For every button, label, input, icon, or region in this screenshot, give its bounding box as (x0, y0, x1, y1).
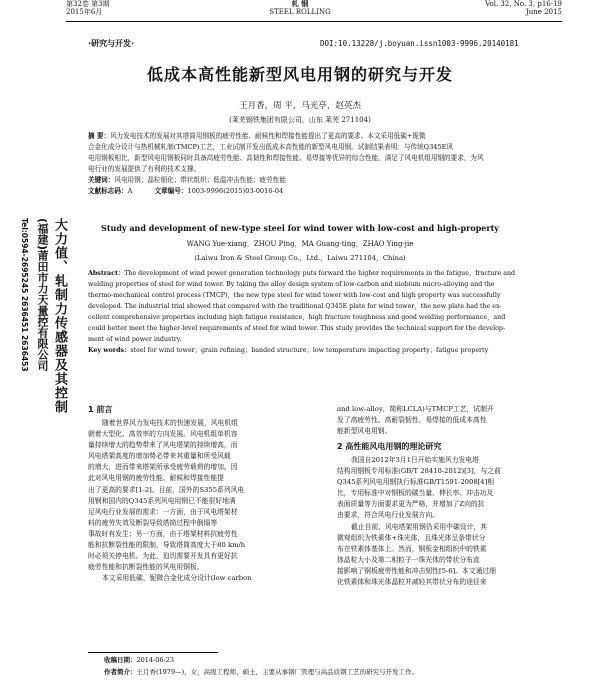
header-rule (66, 21, 562, 22)
body-line: 疲劳性能和抗断裂性能的风电用钢板。 (88, 563, 204, 572)
abstract-en-line: The development of wind power generation technology puts forward the higher requirements in the fatigue，fracture and (124, 270, 516, 277)
journal-name-cn: 轧 钢 (291, 0, 309, 8)
abstract-cn (88, 131, 572, 197)
abstract-cn-line: 电行业的发展提供了有利的技术支撑。 (88, 165, 201, 173)
body-line: 本文采用低碳、铌微合金化成分设计(low carbon (102, 574, 252, 583)
section-2-heading: 2 高性能风电用钢的理论研究 (337, 442, 442, 451)
section-2-text (337, 455, 572, 588)
received-date: 2014-06-23 (136, 656, 174, 664)
body-line: 料的疲劳失效及断裂导致塔筒过程中倒塌等 (88, 518, 218, 527)
body-line: 比，专用标准中对钢板的碳当量、伸长率、冲击功及 (337, 489, 494, 498)
volume-pages-en: Vol. 32, No. 3, p16-19 (485, 0, 562, 8)
body-line: 风电塔架高度的增加势必带来其重量和所受风载 (88, 452, 231, 461)
footnotes (104, 654, 574, 678)
header-right (485, 0, 562, 16)
body-line: 微观组织为铁素体+珠光体，且珠光体呈条带状分 (337, 533, 486, 542)
body-line: 发了高疲劳性、高耐裂韧性、易焊接的低成本高性 (337, 416, 487, 425)
body-line: 体晶粒大小及第二相粒子一珠光体的带状分布直 (337, 555, 480, 564)
body-line: 布在铁素体基体上。然而，钢板金相组织中的铁素 (337, 544, 487, 553)
keywords-cn-label: 关键词： (88, 176, 115, 184)
running-header (0, 0, 600, 22)
authors-en: WANG Yue-xiang，ZHOU Ping，MA Guang-ting，ZHAO Ying-jie (186, 240, 414, 248)
abstract-en-line: could better meet the higher-level requirements of steel for wind tower. This study provides the technical support for the develop- (88, 325, 506, 332)
received-label: 收稿日期： (104, 656, 137, 664)
body-line: 出了更高的要求[1-2]。目前，国外的S355系列风电 (88, 485, 245, 494)
ad-line-2: (福建)莆田市力天量控有限公司 (36, 218, 49, 372)
body-line: 能和抗断裂性能的限制，导致塔筒高度大于80 km/h (88, 541, 246, 550)
journal-name-en: STEEL ROLLING (269, 8, 331, 16)
ad-line-1: 大力值、轧制力传感器及其控制 (52, 218, 67, 414)
body-line: 足风电行业发展的需求：一方面，由于风电塔架材 (88, 507, 238, 516)
abstract-cn-line: 合金化成分设计与热机械轧制(TMCP)工艺，工业试制开发出低成本高性能的新型风电用钢。试制结果表明：与传统Q345E风 (88, 143, 454, 151)
article-number-label: 文章编号： (154, 187, 188, 195)
body-line: 事故时有发生；另一方面，由于塔架材料抗疲劳性 (88, 529, 238, 538)
volume-issue: 第32卷 第3期 (66, 0, 110, 8)
date-en: June 2015 (525, 8, 562, 16)
body-line: 量持续增大的趋势带来了风电塔架的持续增高，而 (88, 441, 238, 450)
body-line: 朝着大型化、高效率的方向发展。风电机组单机容 (88, 430, 238, 439)
body-line: and low-alloy，简称LCLA)与TMCP工艺，试制开 (337, 405, 494, 413)
paper-title-en: Study and development of new-type steel for wind tower with low-cost and high-property (101, 223, 499, 233)
abstract-en-line: welding properties of steel for wind tower. By taking the alloy design system of low-carbon and niobium micro-alloying and the (88, 281, 495, 288)
body-line: 此对风电用钢的疲劳性能、耐候和焊接性能提 (88, 474, 224, 483)
body-line: 随着世界风力发电技术的快速发展，风电机组 (102, 419, 238, 427)
side-advertisement (20, 218, 68, 414)
body-line: 结构用钢板专用标准(GB/T 28410-2012)[3]，与之前 (337, 467, 501, 476)
body-line: Q345系列风电用钢执行标准GB/T1591-2008[4]相 (337, 478, 495, 487)
abstract-en-line: cellent comprehensive properties including high fatigue resistance，high fracture toughness and good welding performance，and (88, 314, 506, 321)
section-1-right-text (337, 404, 572, 437)
keywords-en: steel for wind tower；grain refining；banded structure；low temperature impacting property；fatigue property (130, 347, 489, 354)
affiliation-en: (Laiwu Iron & Steel Group Co.，Ltd.，Laiwu 271104，China) (194, 254, 406, 262)
date: 2015年6月 (66, 8, 103, 16)
abstract-cn-label: 摘 要： (88, 132, 111, 140)
section-1-left-text (88, 418, 320, 584)
doi: DOI:10.13228/j.boyuan.issn1003-9996.20140181 (320, 39, 519, 48)
body-line: 的增大，进而带来塔架所承受疲劳载荷的增加。因 (88, 463, 238, 472)
article-number: 1003-9996(2015)03-0016-04 (187, 187, 284, 195)
doc-code-label: 文献标志码： (88, 187, 128, 195)
paper-title-cn: 低成本高性能新型风电用钢的研究与开发 (146, 65, 453, 84)
abstract-en-label: Abstract： (88, 270, 125, 277)
body-line: 能新型风电用钢。 (337, 427, 392, 436)
abstract-en-line: ment of wind power industry. (88, 336, 182, 343)
author-bio: 王月香(1979—)，女，高级工程师，硕士，主要从事钢厂管理与高品质钢工艺的研究与开发工作。 (136, 668, 419, 676)
authors-cn: 王月香，周 平，马光亭，赵英杰 (239, 101, 361, 111)
abstract-en (88, 268, 572, 356)
abstract-en-line: developed. The industrial trial showed that compared with the traditional Q345E plate for wind tower，the new plate had the ex- (88, 303, 502, 310)
keywords-en-label: Key words： (88, 347, 131, 354)
body-line: 用钢和国内的Q345系列风电用钢已不能很好地满 (88, 496, 236, 505)
body-line: 截止目前，风电塔架用钢仍采用中碳设计，其 (351, 522, 487, 531)
body-line: 表面质量等方面要求更为严格，并增加了Z向的抗 (337, 500, 485, 509)
keywords-cn: 风电用钢；晶粒细化；带状组织；低温冲击性能；疲劳性能 (114, 176, 286, 184)
section-1-heading: 1 前言 (88, 405, 113, 414)
abstract-cn-line: 风力发电技术的发展对其塔筒用钢板的疲劳性能、耐候性和焊接性能提出了更高的要求。本文采用低碳+铌微 (110, 132, 426, 140)
body-line: 由要求，符合风电行业发展方向。 (337, 511, 439, 520)
affiliation-cn: (莱芜钢铁集团有限公司，山东 莱芜 271104) (229, 116, 371, 124)
ad-line-3: Tel:0594-2695245 2636451 2636453 (20, 218, 29, 372)
body-line: 接影响了钢板疲劳性能和冲击韧性[5-6]。本文通过细 (337, 566, 496, 575)
abstract-en-line: thermo-mechanical control process (TMCP)，the new type steel for wind tower with low-cost and high property was successfully (88, 292, 501, 299)
abstract-cn-line: 电用钢板相比，新型风电用钢板同时具备高疲劳性能、高韧性和焊接性能、易焊接等优异的综合性能，满足了风电机组用钢的要求，为风 (88, 154, 484, 162)
author-bio-label: 作者简介： (104, 668, 137, 676)
column-label: ·研究与开发· (88, 39, 135, 48)
body-line: 化铁素体和珠光体晶粒并减轻其带状分布的途径来 (337, 578, 487, 587)
doc-code: A (127, 187, 133, 195)
body-line: 时必须关停电机。为此，迫切需要开发具有更好抗 (88, 552, 238, 561)
footnote-rule (88, 652, 218, 653)
body-line: 我国自2012年3月1日开始实施风力发电塔 (351, 456, 479, 464)
